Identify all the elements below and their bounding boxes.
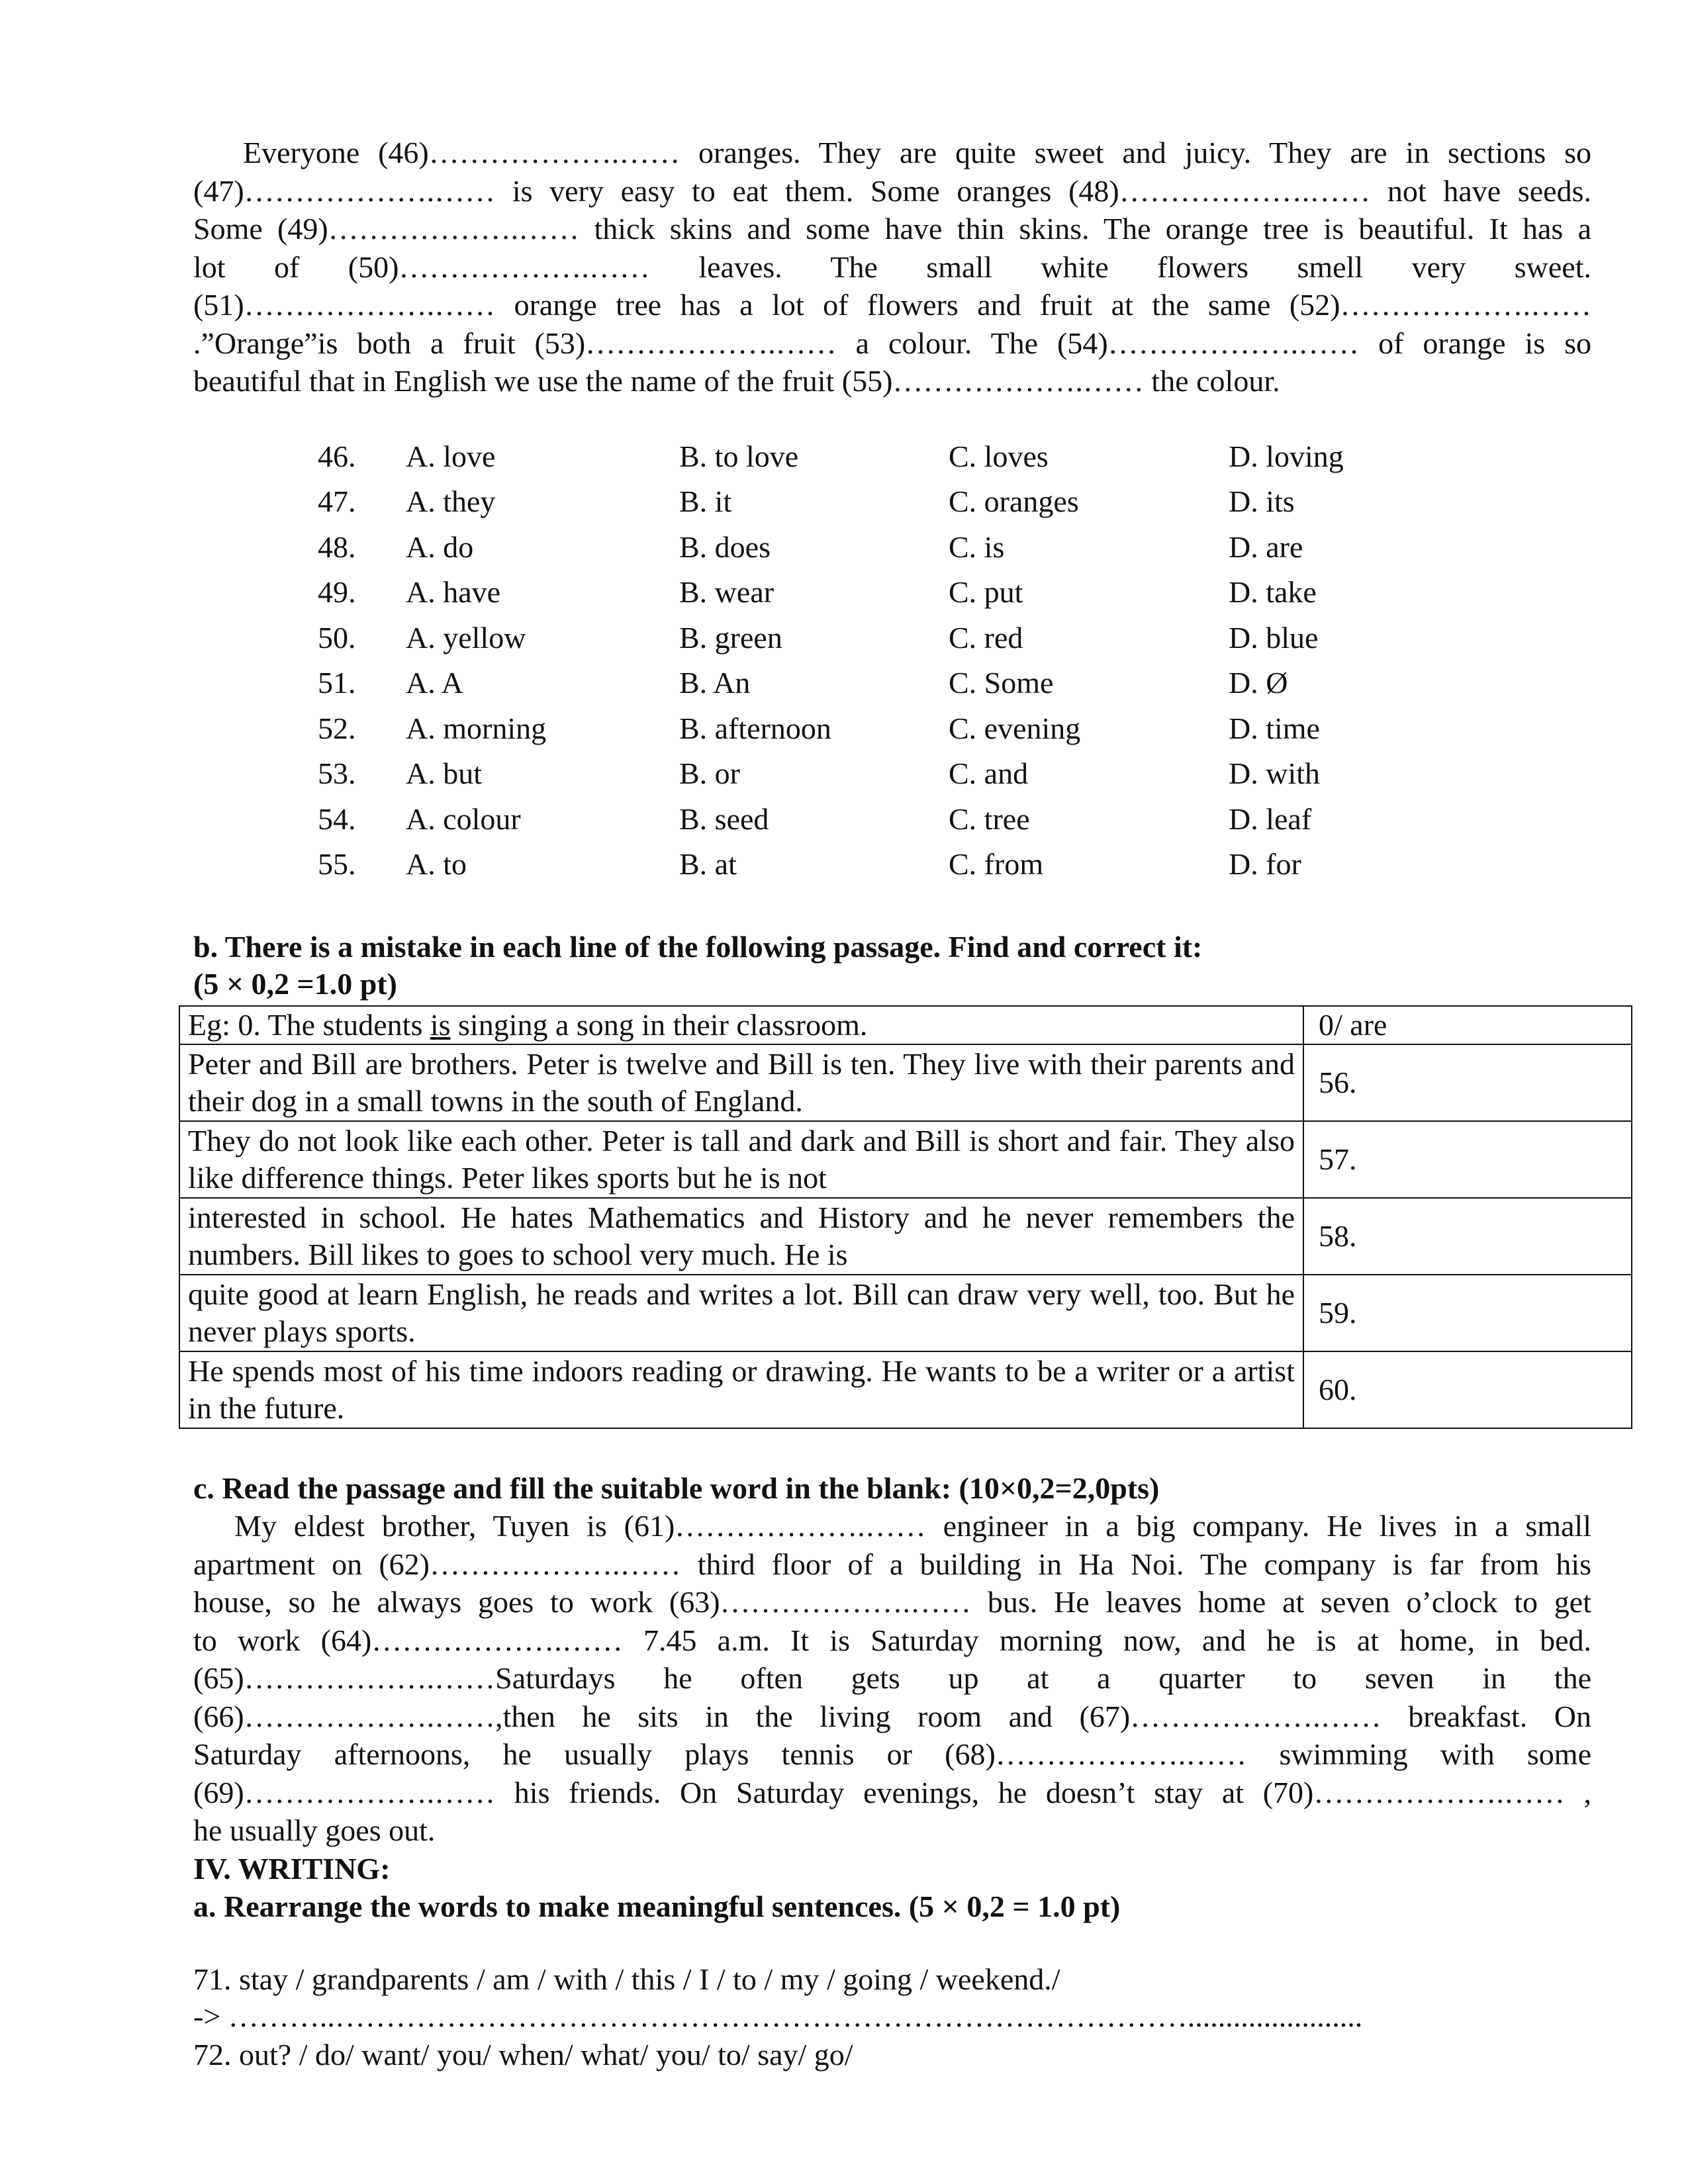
option-d[interactable]: D. are bbox=[1229, 529, 1303, 564]
example-underlined-word: is bbox=[430, 1008, 451, 1042]
question-number: 49. bbox=[318, 575, 356, 610]
answer-cell[interactable]: 58. bbox=[1303, 1198, 1632, 1275]
option-d[interactable]: D. with bbox=[1229, 756, 1320, 791]
passage-c-line: house, so he always goes to work (63)……………….…… bus. He leaves home at seven o’clock to get bbox=[193, 1585, 1591, 1619]
option-a[interactable]: A. but bbox=[406, 756, 482, 791]
passage-c-line: My eldest brother, Tuyen is (61)……………….…… engineer in a big company. He lives in a small bbox=[234, 1509, 1591, 1543]
option-row bbox=[318, 479, 1427, 525]
option-row bbox=[318, 433, 1427, 479]
option-row bbox=[318, 751, 1427, 797]
option-a[interactable]: A. yellow bbox=[406, 620, 526, 655]
option-c[interactable]: C. Some bbox=[949, 666, 1054, 700]
row-sentence: quite good at learn English, he reads and writes a lot. Bill can draw very well, too. But he never plays sports. bbox=[179, 1275, 1303, 1351]
option-b[interactable]: B. An bbox=[679, 666, 751, 700]
option-a[interactable]: A. love bbox=[406, 439, 496, 473]
answer-cell[interactable]: 59. bbox=[1303, 1275, 1632, 1351]
passage-a-line: .”Orange”is both a fruit (53)……………….…… a colour. The (54)……………….…… of orange is so bbox=[193, 326, 1591, 360]
option-c[interactable]: C. evening bbox=[949, 711, 1081, 745]
option-c[interactable]: C. from bbox=[949, 847, 1044, 882]
option-row bbox=[318, 660, 1427, 706]
passage-c-line: he usually goes out. bbox=[193, 1813, 436, 1847]
error-correction-table bbox=[179, 1005, 1632, 1429]
writing-sub-heading: a. Rearrange the words to make meaningful sentences. (5 × 0,2 = 1.0 pt) bbox=[193, 1889, 1121, 1923]
writing-heading: IV. WRITING: bbox=[193, 1852, 391, 1886]
table-row bbox=[179, 1275, 1632, 1351]
option-d[interactable]: D. Ø bbox=[1229, 666, 1288, 700]
row-sentence: interested in school. He hates Mathematics and History and he never remembers the numbers. Bill likes to goes to school very much. He is bbox=[179, 1198, 1303, 1275]
option-b[interactable]: B. seed bbox=[679, 801, 769, 836]
option-b[interactable]: B. does bbox=[679, 529, 771, 564]
section-c-heading: c. Read the passage and fill the suitable word in the blank: (10×0,2=2,0pts) bbox=[193, 1471, 1160, 1505]
option-d[interactable]: D. its bbox=[1229, 484, 1295, 519]
passage-a-line: (51)……………….…… orange tree has a lot of flowers and fruit at the same (52)……………….…… bbox=[193, 288, 1591, 322]
option-a[interactable]: A. to bbox=[406, 847, 467, 882]
option-a[interactable]: A. do bbox=[406, 529, 474, 564]
passage-a-line: Some (49)……………….…… thick skins and some have thin skins. The orange tree is beautiful. It has a bbox=[193, 212, 1591, 246]
option-c[interactable]: C. red bbox=[949, 620, 1023, 655]
passage-a-line: lot of (50)……………….…… leaves. The small white flowers smell very sweet. bbox=[193, 250, 1591, 284]
option-a[interactable]: A. morning bbox=[406, 711, 547, 745]
example-row bbox=[179, 1006, 1632, 1044]
option-row bbox=[318, 570, 1427, 615]
passage-c bbox=[193, 1507, 1591, 1850]
answer-cell[interactable]: 57. bbox=[1303, 1121, 1632, 1198]
option-b[interactable]: B. to love bbox=[679, 439, 799, 473]
option-b[interactable]: B. green bbox=[679, 620, 782, 655]
passage-a-line: beautiful that in English we use the name of the fruit (55)……………….…… the colour. bbox=[193, 364, 1280, 398]
question-71: 71. stay / grandparents / am / with / this / I / to / my / going / weekend./ bbox=[193, 1962, 1060, 1996]
option-a[interactable]: A. have bbox=[406, 575, 501, 610]
table-row bbox=[179, 1198, 1632, 1275]
question-number: 46. bbox=[318, 439, 356, 473]
option-c[interactable]: C. loves bbox=[949, 439, 1049, 473]
passage-a bbox=[193, 134, 1591, 400]
option-d[interactable]: D. blue bbox=[1229, 620, 1319, 655]
passage-c-line: (69)……………….…… his friends. On Saturday evenings, he doesn’t stay at (70)……………….…… , bbox=[193, 1775, 1591, 1809]
option-d[interactable]: D. leaf bbox=[1229, 801, 1312, 836]
row-sentence: He spends most of his time indoors reading or drawing. He wants to be a writer or a artist in the future. bbox=[179, 1351, 1303, 1428]
table-row bbox=[179, 1121, 1632, 1198]
section-b-heading: b. There is a mistake in each line of the following passage. Find and correct it: bbox=[193, 930, 1203, 964]
option-b[interactable]: B. wear bbox=[679, 575, 774, 610]
example-sentence bbox=[179, 1006, 1303, 1044]
option-c[interactable]: C. tree bbox=[949, 801, 1030, 836]
option-b[interactable]: B. it bbox=[679, 484, 732, 519]
passage-c-line: (66)……………….……,then he sits in the living room and (67)……………….…… breakfast. On bbox=[193, 1699, 1591, 1733]
option-b[interactable]: B. at bbox=[679, 847, 737, 882]
option-c[interactable]: C. put bbox=[949, 575, 1023, 610]
option-row bbox=[318, 705, 1427, 751]
option-d[interactable]: D. time bbox=[1229, 711, 1320, 745]
options-table bbox=[318, 433, 1427, 887]
answer-line[interactable]: -> ………..…………………………………………………………………………....................... bbox=[193, 1999, 1363, 2033]
option-b[interactable]: B. afternoon bbox=[679, 711, 831, 745]
option-c[interactable]: C. and bbox=[949, 756, 1029, 791]
question-number: 50. bbox=[318, 620, 356, 655]
answer-cell[interactable]: 60. bbox=[1303, 1351, 1632, 1428]
option-c[interactable]: C. oranges bbox=[949, 484, 1079, 519]
option-a[interactable]: A. colour bbox=[406, 801, 521, 836]
question-number: 47. bbox=[318, 484, 356, 519]
option-d[interactable]: D. take bbox=[1229, 575, 1317, 610]
example-after: singing a song in their classroom. bbox=[450, 1008, 868, 1042]
option-d[interactable]: D. for bbox=[1229, 847, 1301, 882]
option-d[interactable]: D. loving bbox=[1229, 439, 1344, 473]
passage-a-line: Everyone (46)……………….…… oranges. They are quite sweet and juicy. They are in sections so bbox=[243, 136, 1591, 169]
question-72: 72. out? / do/ want/ you/ when/ what/ you/ to/ say/ go/ bbox=[193, 2038, 853, 2071]
table-row bbox=[179, 1044, 1632, 1121]
option-a[interactable]: A. A bbox=[406, 666, 463, 700]
question-number: 48. bbox=[318, 529, 356, 564]
option-row bbox=[318, 796, 1427, 842]
option-a[interactable]: A. they bbox=[406, 484, 496, 519]
passage-c-line: to work (64)……………….…… 7.45 a.m. It is Saturday morning now, and he is at home, in bed. bbox=[193, 1623, 1591, 1657]
question-number: 51. bbox=[318, 666, 356, 700]
option-row bbox=[318, 615, 1427, 660]
example-before: Eg: 0. The students bbox=[188, 1008, 430, 1042]
section-b-points: (5 × 0,2 =1.0 pt) bbox=[193, 967, 397, 1001]
passage-c-line: apartment on (62)……………….…… third floor of a building in Ha Noi. The company is far from his bbox=[193, 1547, 1591, 1581]
question-number: 55. bbox=[318, 847, 356, 882]
option-c[interactable]: C. is bbox=[949, 529, 1005, 564]
passage-c-line: (65)……………….……Saturdays he often gets up at a quarter to seven in the bbox=[193, 1661, 1591, 1695]
passage-a-line: (47)……………….…… is very easy to eat them. Some oranges (48)……………….…… not have seeds. bbox=[193, 173, 1591, 208]
table-row bbox=[179, 1351, 1632, 1428]
option-row bbox=[318, 524, 1427, 570]
option-row bbox=[318, 842, 1427, 887]
question-number: 52. bbox=[318, 711, 356, 745]
question-number: 53. bbox=[318, 756, 356, 791]
answer-cell[interactable]: 56. bbox=[1303, 1044, 1632, 1121]
option-b[interactable]: B. or bbox=[679, 756, 740, 791]
question-number: 54. bbox=[318, 801, 356, 836]
row-sentence: They do not look like each other. Peter is tall and dark and Bill is short and fair. They also like difference things. Peter likes sports but he is not bbox=[179, 1121, 1303, 1198]
passage-c-line: Saturday afternoons, he usually plays tennis or (68)……………….…… swimming with some bbox=[193, 1737, 1591, 1771]
row-sentence: Peter and Bill are brothers. Peter is twelve and Bill is ten. They live with their parents and their dog in a small towns in the south of England. bbox=[179, 1044, 1303, 1121]
example-answer: 0/ are bbox=[1303, 1006, 1632, 1044]
